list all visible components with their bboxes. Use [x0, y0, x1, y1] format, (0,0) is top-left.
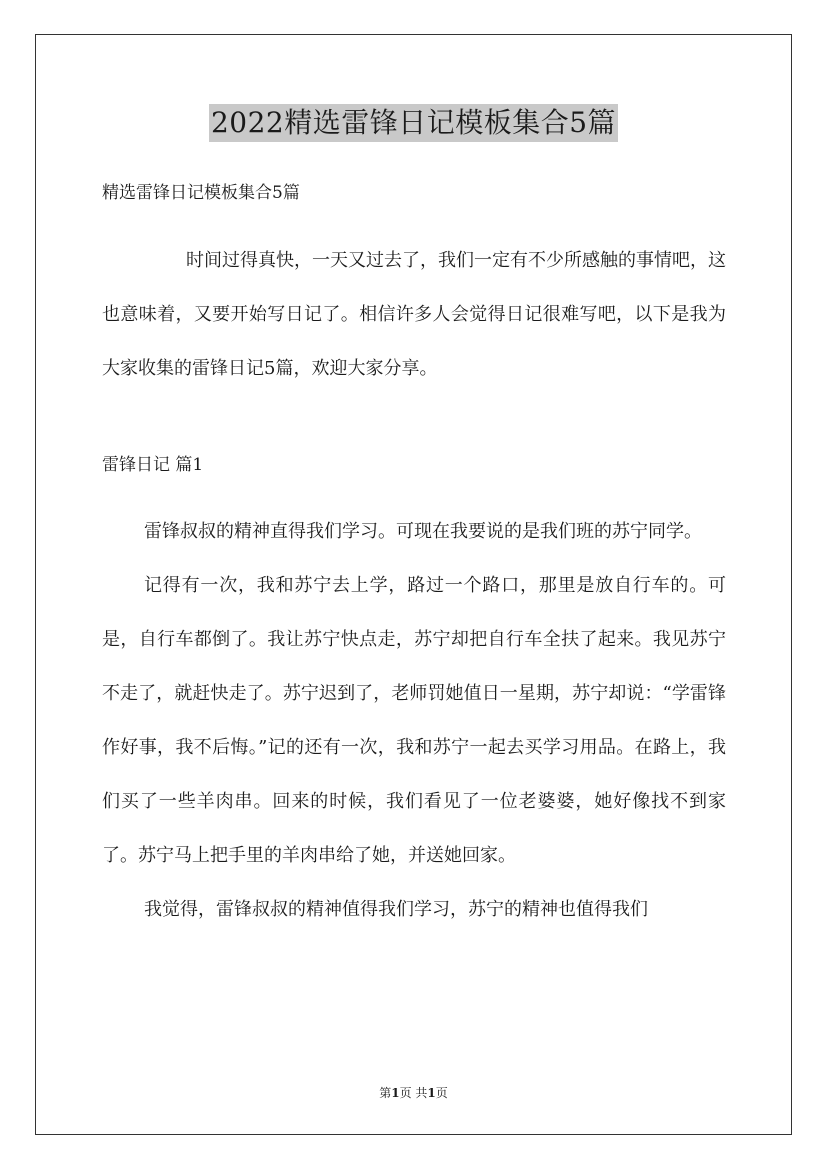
footer-page-total: 1: [427, 1086, 436, 1100]
intro-section: [102, 234, 726, 396]
document-title-text: 2022精选雷锋日记模板集合5篇: [209, 104, 618, 142]
section-heading: 雷锋日记 篇1: [102, 455, 204, 475]
intro-paragraph: 时间过得真快，一天又过去了，我们一定有不少所感触的事情吧，这也意味着，又要开始写日记了。相信许多人会觉得日记很难写吧，以下是我为大家收集的雷锋日记5篇，欢迎大家分享。: [102, 250, 726, 379]
entry-paragraph-1: 雷锋叔叔的精神直得我们学习。可现在我要说的是我们班的苏宁同学。: [144, 521, 702, 542]
footer-suffix: 页: [435, 1086, 448, 1100]
entry-paragraph-2: 记得有一次，我和苏宁去上学，路过一个路口，那里是放自行车的。可是，自行车都倒了。我让苏宁快点走，苏宁却把自行车全扶了起来。我见苏宁不走了，就赶快走了。苏宁迟到了，老师罚她值日一星期，苏宁却说：“学雷锋作好事，我不后悔。”记的还有一次，我和苏宁一起去买学习用品。在路上，我们买了一些羊肉串。回来的时候，我们看见了一位老婆婆，她好像找不到家了。苏宁马上把手里的羊肉串给了她，并送她回家。: [102, 575, 726, 866]
diary-entry: [102, 505, 726, 937]
document-subtitle: 精选雷锋日记模板集合5篇: [102, 183, 300, 203]
footer-prefix: 第: [379, 1086, 392, 1100]
footer-mid: 页 共: [399, 1086, 428, 1100]
footer-page-number: 1: [391, 1086, 400, 1100]
document-title: [0, 104, 827, 142]
page-footer: [0, 1085, 827, 1101]
entry-paragraph-3: 我觉得，雷锋叔叔的精神值得我们学习，苏宁的精神也值得我们: [144, 899, 648, 920]
